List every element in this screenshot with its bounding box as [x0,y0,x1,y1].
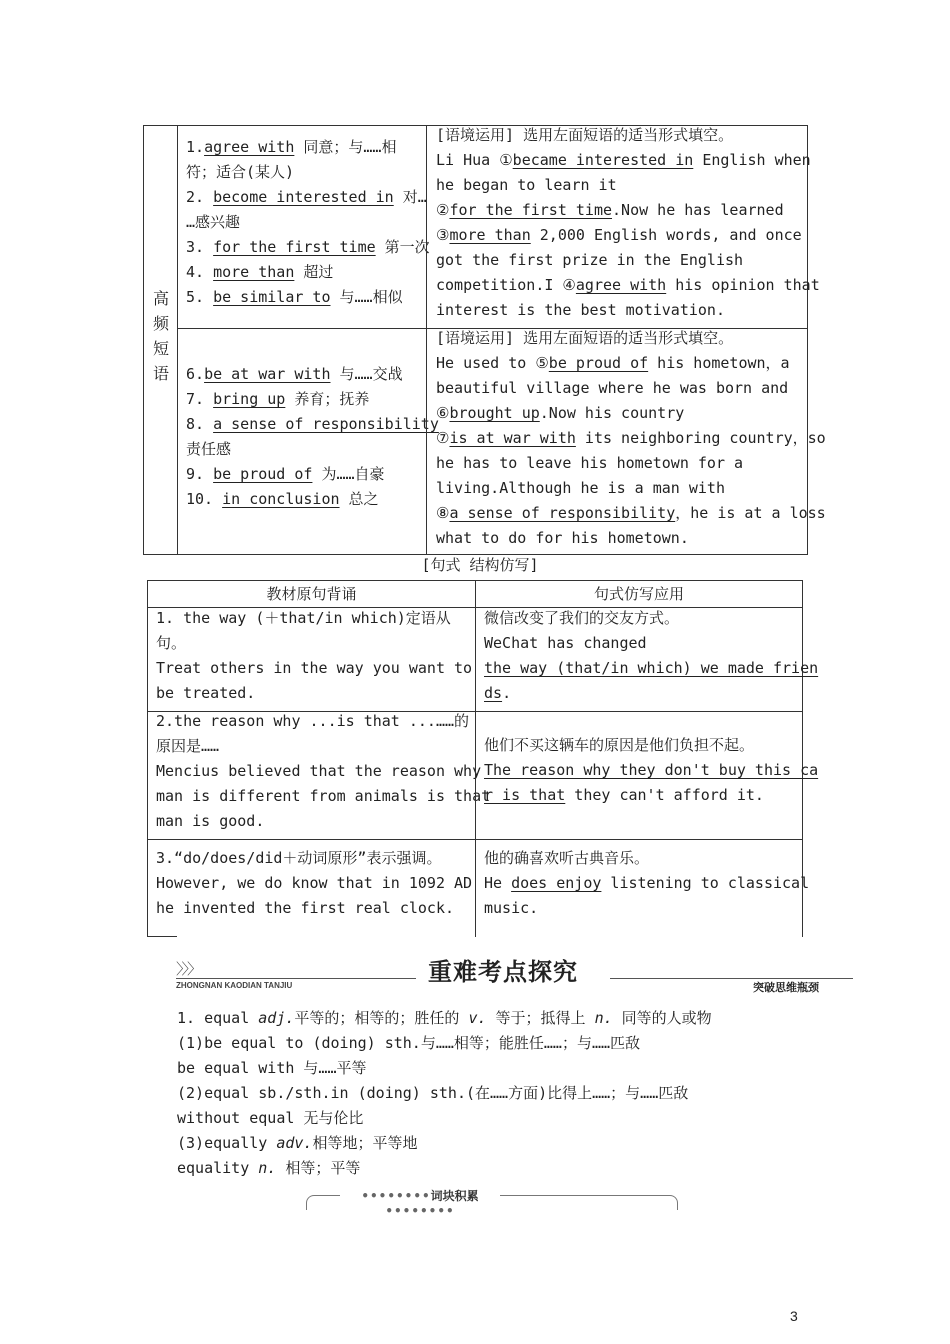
text-segment: he invented the first real clock. [156,899,455,917]
phrase-line [186,387,439,412]
text-segment: n. [594,1009,613,1027]
original-sentence-line [156,709,490,734]
key-point-line [177,1056,712,1081]
usage-line [436,326,826,351]
text-segment: . [502,684,512,702]
text-segment: 养育；抚养 [285,390,370,408]
text-segment: 相等；平等 [276,1159,361,1177]
usage-line [436,401,826,426]
text-segment: 平等的；相等的；胜任的 [294,1009,469,1027]
text-segment: 句。 [156,634,187,652]
original-sentence-line [156,871,472,896]
usage-line [436,476,826,501]
phrase-line [186,437,439,462]
text-segment: interest is the best motivation. [436,301,725,319]
answer-blank: brought up [449,404,540,422]
usage-line [436,273,820,298]
phrase-line [186,160,430,185]
text-segment: WeChat has changed [484,634,647,652]
usage-line [436,148,820,173]
category-char: 语 [152,364,169,383]
answer-blank: more than [449,226,531,244]
text-segment: 7. [186,390,214,408]
usage-line [436,298,820,323]
text-segment: 超过 [294,263,334,281]
answer-blank: be proud of [213,465,313,483]
text-segment: equality [177,1159,259,1177]
text-segment: [语境运用] 选用左面短语的适当形式填空。 [436,329,734,347]
text-segment: [语境运用] 选用左面短语的适当形式填空。 [436,126,734,144]
usage-line [436,123,820,148]
text-segment: 总之 [339,490,379,508]
text-segment: 5. [186,288,214,306]
answer-blank: became interested in [512,151,694,169]
text-segment: n. [258,1159,277,1177]
answer-blank: agree with [204,138,295,156]
sentence-row-3-right [475,839,810,937]
text-segment: 1. equal [177,1009,259,1027]
original-sentence-line [156,846,472,871]
text-segment: 4. [186,263,214,281]
phrase-line [186,412,439,437]
phrase-line [186,235,430,260]
text-segment: Treat others in the way you want to [156,659,473,677]
text-segment: 同等的人或物 [612,1009,712,1027]
answer-blank: agree with [575,276,667,294]
text-segment: its neighboring country，so [575,429,826,447]
text-segment: 第一次 [375,238,430,256]
text-segment: 2.the reason why ...is that ...……的 [156,712,470,730]
text-segment: 相等地；平等地 [312,1134,418,1152]
text-segment: be equal with 与……平等 [177,1059,367,1077]
category-char: 短 [152,339,169,358]
text-segment: .Now he has learned [612,201,784,219]
imitation-line [484,681,818,706]
text-segment: 同意；与……相 [294,138,397,156]
answer-blank: a sense of responsibility [213,415,439,433]
imitation-line [484,871,809,896]
text-segment: ⑧ [436,504,450,522]
text-segment: 3. [186,238,214,256]
text-segment: 责任感 [186,440,232,458]
text-segment: music. [484,899,539,917]
text-segment: ⑥ [436,404,450,422]
text-segment: got the first prize in the English [436,251,744,269]
answer-blank: The reason why they don't buy this ca [484,761,819,779]
text-segment: 8. [186,415,214,433]
phrase-line [186,487,439,512]
text-segment: 他的确喜欢听古典音乐。 [484,849,650,867]
original-sentence-line [156,631,472,656]
usage-group-2 [426,328,826,555]
imitation-line [484,758,818,783]
section-banner [170,950,860,1000]
sentence-row-2-left [147,711,491,840]
text-segment: 9. [186,465,214,483]
banner-tag: 突破思维瓶颈 [753,982,819,994]
text-segment: 10. [186,490,223,508]
col-header-right: 句式仿写应用 [475,580,803,608]
text-segment: …感兴趣 [186,213,241,231]
text-segment: ② [436,201,450,219]
text-segment: (2)equal sb./sth.in (doing) sth.(在……方面)比得上……；与……匹敌 [177,1084,689,1102]
phrase-line [186,135,430,160]
text-segment: 原因是…… [156,737,220,755]
usage-line [436,376,826,401]
text-segment: .Now his country [539,404,685,422]
key-point-line [177,1081,712,1106]
text-segment: 与……交战 [330,365,403,383]
text-segment: 2. [186,188,214,206]
text-segment: (1)be equal to (doing) sth.与……相等；能胜任……；与……匹敌 [177,1034,641,1052]
answer-blank: r is that [484,786,566,804]
key-point-line [177,1006,712,1031]
text-segment: be treated. [156,684,256,702]
text-segment: what to do for his hometown. [436,529,689,547]
text-segment: 2,000 English words, and once [530,226,802,244]
key-point-line [177,1131,712,1156]
answer-blank: become interested in [213,188,394,206]
sentence-row-1-left [147,607,476,712]
imitation-line [484,846,809,871]
answer-blank: for the first time [213,238,376,256]
text-segment: they can't afford it. [565,786,764,804]
imitation-line [484,631,818,656]
answer-blank: the way (that/in which) we made frien [484,659,819,677]
text-segment: he has to leave his hometown for a [436,454,744,472]
usage-line [436,501,826,526]
text-segment: adv. [276,1134,313,1152]
banner-pinyin: ZHONGNAN KAODIAN TANJIU [176,981,293,990]
text-segment: 3.“do/does/did＋动词原形”表示强调。 [156,849,442,867]
original-sentence-line [156,606,472,631]
usage-line [436,173,820,198]
usage-line [436,198,820,223]
text-segment: man is different from animals is that [156,787,491,805]
phrase-group-1 [177,125,430,329]
usage-line [436,223,820,248]
text-segment: 6. [186,365,205,383]
key-point-line [177,1031,712,1056]
sentence-row-2-right [475,711,819,840]
text-segment: 对… [393,188,427,206]
text-segment: man is good. [156,812,265,830]
usage-line [436,248,820,273]
answer-blank: bring up [213,390,286,408]
text-segment: competition.I ④ [436,276,576,294]
chunk-box-label: ••••••••词块积累•••••••• [340,1187,500,1218]
answer-blank: for the first time [449,201,613,219]
category-char: 高 [152,289,169,308]
sentence-row-3-left [147,839,476,937]
text-segment: 符；适合(某人) [186,163,295,181]
text-segment: 1. [186,138,205,156]
imitation-line [484,733,818,758]
text-segment: 他们不买这辆车的原因是他们负担不起。 [484,736,755,754]
text-segment: ，he is at a loss [675,504,826,522]
text-segment: 为……自豪 [312,465,385,483]
answer-blank: a sense of responsibility [449,504,676,522]
text-segment: Li Hua ① [436,151,513,169]
usage-line [436,426,826,451]
phrase-group-2 [177,328,439,555]
text-segment: 微信改变了我们的交友方式。 [484,609,680,627]
original-sentence-line [156,681,472,706]
page-number: 3 [790,1308,798,1324]
phrase-line [186,260,430,285]
answer-blank: ds [484,684,503,702]
answer-blank: more than [213,263,295,281]
category-column [143,125,177,555]
text-segment: ③ [436,226,450,244]
text-segment: listening to classical [601,874,810,892]
text-segment: Mencius believed that the reason why [156,762,482,780]
text-segment: his hometown，a [648,354,790,372]
text-segment: (3)equally [177,1134,277,1152]
text-segment: 等于；抵得上 [486,1009,595,1027]
answer-blank: in conclusion [222,490,340,508]
sentence-row-1-right [475,607,819,712]
category-char: 频 [152,314,169,333]
banner-title: 重难考点探究 [428,958,578,986]
text-segment: he began to learn it [436,176,617,194]
text-segment: without equal 无与伦比 [177,1109,364,1127]
answer-blank: be similar to [213,288,331,306]
answer-blank: does enjoy [511,874,602,892]
phrase-line [186,362,439,387]
usage-line [436,351,826,376]
text-segment: English when [693,151,811,169]
sentence-section-title: [句式 结构仿写] [421,556,539,574]
text-segment: beautiful village where he was born and [436,379,789,397]
answer-blank: be proud of [548,354,649,372]
phrase-line [186,210,430,235]
original-sentence-line [156,734,490,759]
text-segment: living.Although he is a man with [436,479,725,497]
usage-line [436,451,826,476]
phrase-line [186,185,430,210]
imitation-line [484,656,818,681]
key-points [177,1006,712,1181]
text-segment: 1. the way (＋that/in which)定语从 [156,609,451,627]
original-sentence-line [156,784,490,809]
usage-line [436,526,826,551]
imitation-line [484,896,809,921]
text-segment: his opinion that [666,276,820,294]
phrase-line [186,285,430,310]
phrase-line [186,462,439,487]
text-segment: v. [468,1009,487,1027]
text-segment: He [484,874,512,892]
original-sentence-line [156,656,472,681]
key-point-line [177,1156,712,1181]
text-segment: However, we do know that in 1092 AD [156,874,473,892]
col-header-left: 教材原句背诵 [147,580,476,608]
chevron-icon: 〉〉〉 [176,961,201,978]
answer-blank: is at war with [449,429,576,447]
key-point-line [177,1106,712,1131]
text-segment: adj. [258,1009,295,1027]
original-sentence-line [156,759,490,784]
text-segment: 与……相似 [330,288,403,306]
imitation-line [484,606,818,631]
original-sentence-line [156,809,490,834]
usage-group-1 [426,125,820,329]
table-bottom-edge [147,936,177,937]
answer-blank: be at war with [204,365,331,383]
original-sentence-line [156,896,472,921]
text-segment: ⑦ [436,429,450,447]
text-segment: He used to ⑤ [436,354,549,372]
imitation-line [484,783,818,808]
